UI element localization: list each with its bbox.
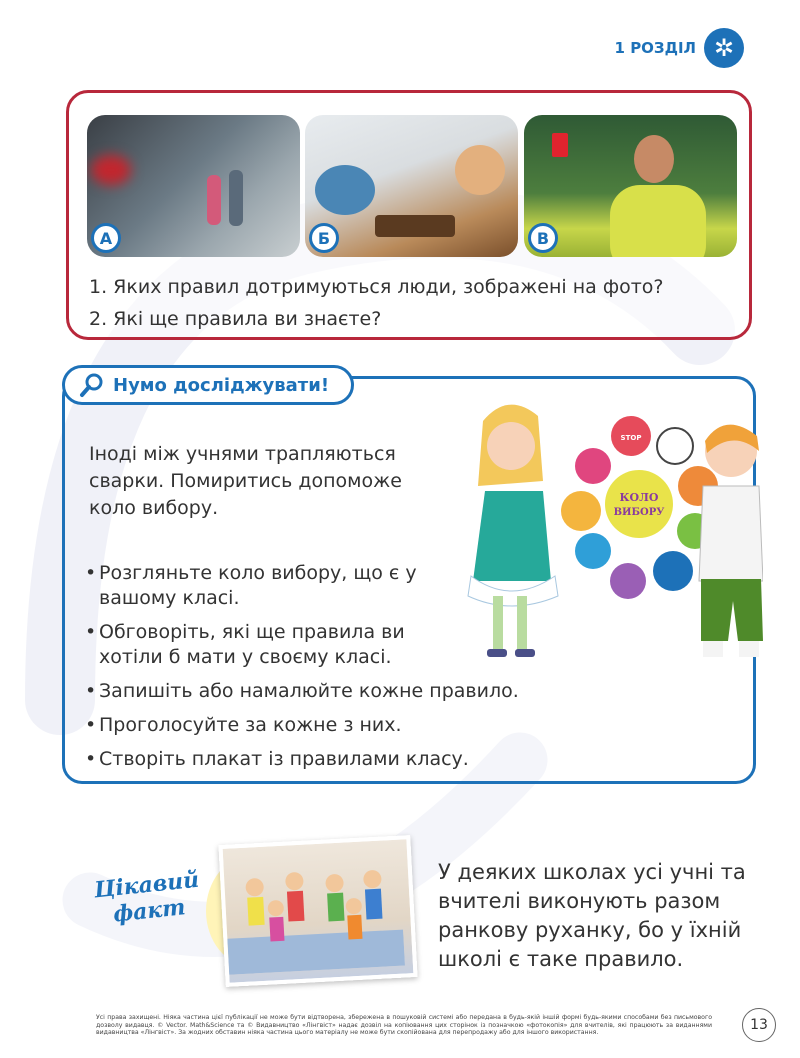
question-1: 1. Яких правил дотримуються люди, зображені на фото? [89, 276, 664, 298]
list-item: • Обговоріть, які ще правила ви хотіли б мати у своєму класі. [85, 620, 459, 670]
fact-title [86, 866, 211, 930]
exercise-scene [223, 840, 405, 975]
photo-morning-exercise [218, 835, 417, 987]
list-item: • Розгляньте коло вибору, що є у вашому класі. [85, 561, 459, 611]
photo-referee [524, 115, 737, 257]
boy-figure [699, 425, 763, 657]
list-item: • Створіть плакат із правилами класу. [85, 747, 519, 772]
explore-intro: Іноді між учнями трапляються сварки. Помиритись допоможе коло вибору. [89, 443, 402, 519]
photo-crosswalk [87, 115, 300, 257]
fact-title-line-1: Цікавий [92, 866, 201, 904]
list-item: • Запишіть або намалюйте кожне правило. [85, 679, 519, 704]
gear-icon: ✲ [704, 28, 744, 68]
wheel-label-2: ВИБОРУ [613, 507, 665, 518]
explore-title: Нумо досліджувати! [113, 374, 330, 396]
chapter-label: 1 РОЗДІЛ [614, 39, 696, 57]
explore-box [62, 376, 756, 784]
chapter-header [615, 28, 744, 68]
choice-wheel [561, 416, 718, 599]
wheel-label-1: КОЛО [619, 491, 659, 504]
photo-letter-a: А [91, 223, 121, 253]
explore-title-tab [62, 365, 354, 405]
fact-title-line-2: факт [112, 894, 187, 928]
fact-text: У деяких школах усі учні та вчителі виконують разом ранкову руханку, бо у їхній школі є таке правило. [438, 860, 746, 971]
photo-letter-v: В [528, 223, 558, 253]
question-2: 2. Які ще правила ви знаєте? [89, 308, 382, 330]
list-item: • Проголосуйте за кожне з них. [85, 713, 519, 738]
wheel-stop-sign: STOP [620, 434, 642, 442]
choice-wheel-illustration [463, 391, 763, 671]
photo-letter-b: Б [309, 223, 339, 253]
explore-bullets [85, 561, 519, 781]
photo-chess [305, 115, 518, 257]
girl-figure [468, 405, 558, 657]
copyright-footer: Усі права захищені. Ніяка частина цієї публікації не може бути відтворена, збережена в пошуковій системі або передана в будь-якій іншій формі будь-якими способами без письмового дозволу видавця. © Vector. Math&Science та © Видавництво «Лінгвіст» надає дозвіл на копіювання цих сторінок із позначкою «фотокопія» для вчителів, які працюють за виданнями видавництва «Лінгвіст». За жодних обставин ніяка частина цього матеріалу не може бути скопійована для перепродажу або для іншого використання. [96, 1014, 712, 1036]
page-number: 13 [742, 1008, 776, 1042]
magnifier-icon [79, 372, 105, 398]
questions-box [66, 90, 752, 340]
